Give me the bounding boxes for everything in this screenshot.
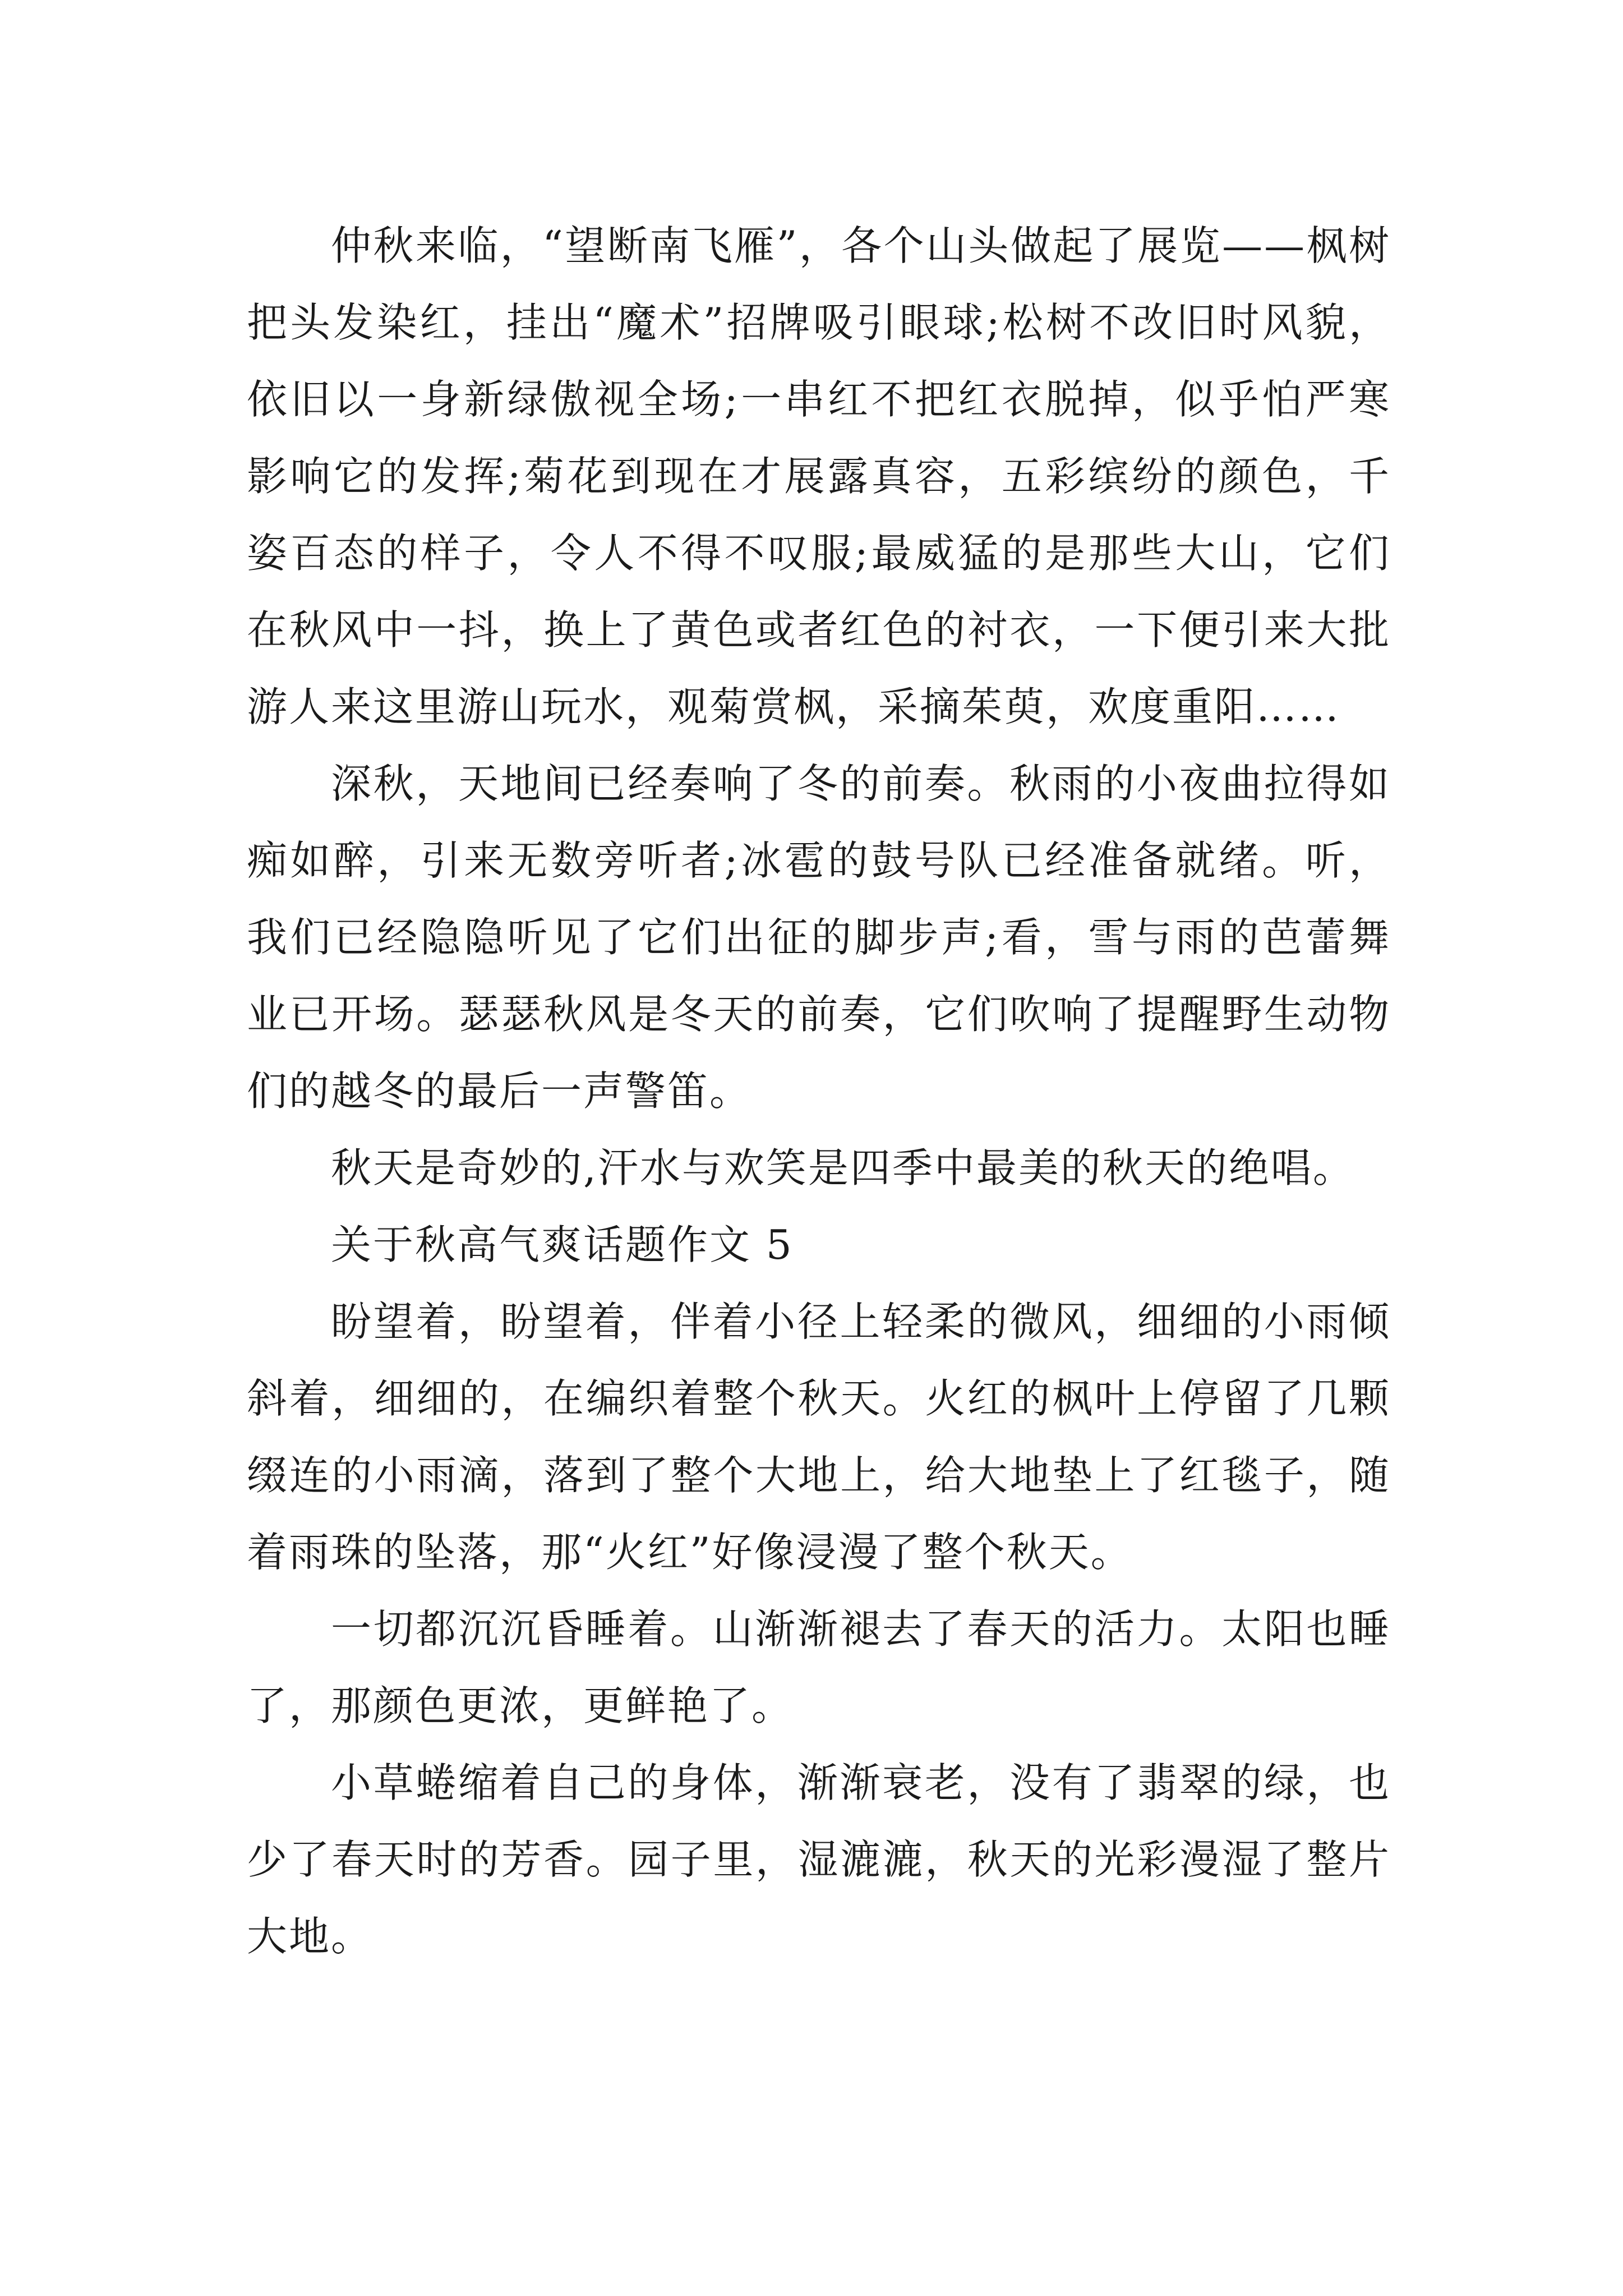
paragraph-mid-autumn: 仲秋来临，“望断南飞雁”，各个山头做起了展览——枫树把头发染红，挂出“魔术”招牌吸引眼球;松树不改旧时风貌，依旧以一身新绿傲视全场;一串红不把红衣脱掉，似乎怕严寒影响它的发挥;菊花到现在才展露真容，五彩缤纷的颜色，千姿百态的样子，令人不得不叹服;最威猛的是那些大山，它们在秋风中一抖，换上了黄色或者红色的衬衣，一下便引来大批游人来这里游山玩水，观菊赏枫，采摘茱萸，欢度重阳…… (247, 222, 1391, 730)
essay-heading: 关于秋高气爽话题作文 5 (331, 1221, 794, 1268)
paragraph-late-autumn: 深秋，天地间已经奏响了冬的前奏。秋雨的小夜曲拉得如痴如醉，引来无数旁听者;冰雹的鼓号队已经准备就绪。听，我们已经隐隐听见了它们出征的脚步声;看，雪与雨的芭蕾舞业已开场。瑟瑟秋风是冬天的前奏，它们吹响了提醒野生动物们的越冬的最后一声警笛。 (247, 760, 1391, 1115)
paragraph-grass: 小草蜷缩着自己的身体，渐渐衰老，没有了翡翠的绿，也少了春天时的芳香。园子里，湿漉漉，秋天的光彩漫湿了整片大地。 (247, 1759, 1391, 1960)
paragraph-sleep: 一切都沉沉昏睡着。山渐渐褪去了春天的活力。太阳也睡了，那颜色更浓，更鲜艳了。 (247, 1605, 1391, 1729)
paragraph-autumn-summary: 秋天是奇妙的,汗水与欢笑是四季中最美的秋天的绝唱。 (331, 1144, 1355, 1191)
paragraph-rain: 盼望着，盼望着，伴着小径上轻柔的微风，细细的小雨倾斜着，细细的，在编织着整个秋天。火红的枫叶上停留了几颗缀连的小雨滴，落到了整个大地上，给大地垫上了红毯子，随着雨珠的坠落，那“火红”好像浸漫了整个秋天。 (247, 1298, 1391, 1576)
document-body (247, 208, 1391, 1975)
